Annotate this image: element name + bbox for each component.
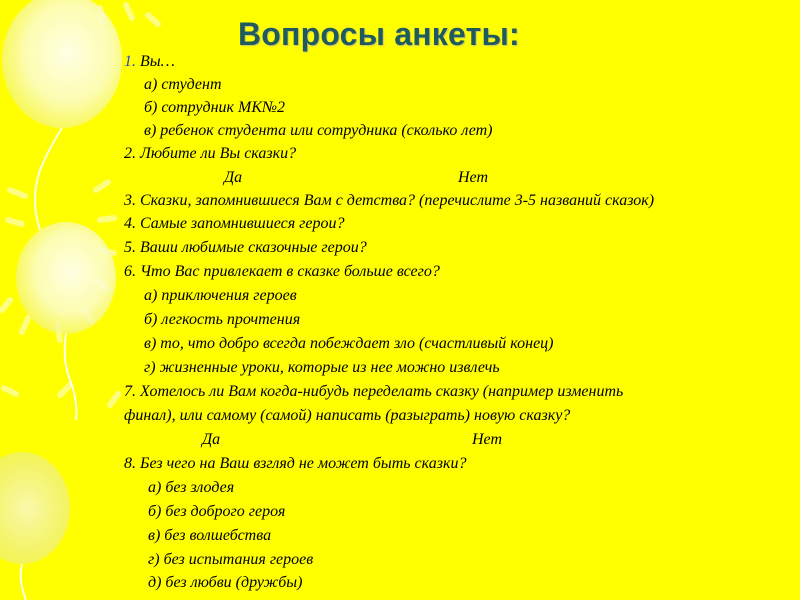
question-6-option: г) жизненные уроки, которые из нее можно извлечь (144, 359, 500, 376)
question-1-option: а) студент (144, 76, 222, 93)
question-1-option: б) сотрудник МК№2 (144, 99, 286, 116)
question-1 (124, 52, 175, 71)
question-3: 3. Сказки, запомнившиеся Вам с детства? (перечислите 3-5 названий сказок) (124, 192, 655, 209)
question-7-no: Нет (472, 431, 502, 448)
question-7-line-1: 7. Хотелось ли Вам когда-нибудь переделать сказку (например изменить (124, 383, 624, 400)
question-8-option: г) без испытания героев (148, 551, 314, 568)
question-6-option: в) то, что добро всегда побеждает зло (счастливый конец) (144, 335, 554, 352)
question-1-option: в) ребенок студента или сотрудника (сколько лет) (144, 122, 493, 139)
question-5: 5. Ваши любимые сказочные герои? (124, 239, 367, 256)
question-8-option: б) без доброго героя (148, 503, 286, 520)
question-7-line-2: финал), или самому (самой) написать (разыграть) новую сказку? (124, 407, 571, 424)
question-6-option: б) легкость прочтения (144, 311, 301, 328)
question-2-no: Нет (458, 169, 488, 186)
question-2: 2. Любите ли Вы сказки? (124, 145, 297, 162)
question-7-yes: Да (202, 431, 221, 448)
question-6: 6. Что Вас привлекает в сказке больше всего? (124, 263, 440, 280)
question-6-option: а) приключения героев (144, 287, 297, 304)
question-8: 8. Без чего на Ваш взгляд не может быть сказки? (124, 455, 467, 472)
question-2-yes: Да (224, 169, 243, 186)
question-4: 4. Самые запомнившиеся герои? (124, 215, 345, 232)
question-8-option: а) без злодея (148, 479, 235, 496)
question-1-text: Вы… (140, 53, 175, 70)
question-1-number: 1. (124, 53, 136, 70)
question-8-option: д) без любви (дружбы) (148, 574, 303, 591)
slide-title: Вопросы анкеты: (238, 16, 520, 52)
question-8-option: в) без волшебства (148, 527, 272, 544)
